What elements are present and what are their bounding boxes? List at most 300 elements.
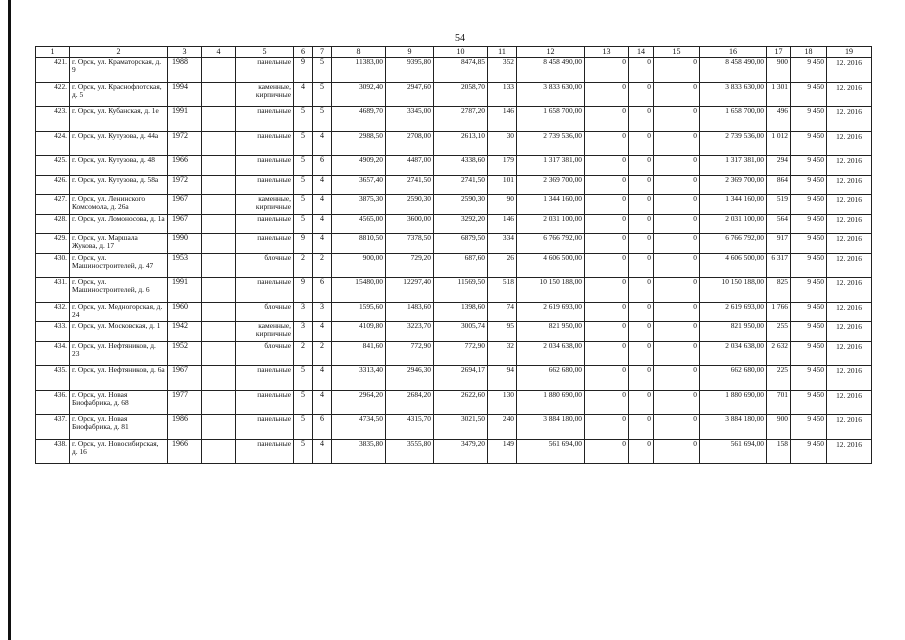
cell-total-cost: 2 031 100,00 xyxy=(517,214,585,234)
column-header-15: 15 xyxy=(654,47,700,58)
cell-max-cost: 9 450 xyxy=(791,439,827,464)
cell-col-4 xyxy=(202,253,236,278)
cell-entrances: 4 xyxy=(313,390,332,415)
cell-completion-period: 12. 2016 xyxy=(827,322,872,342)
column-header-2: 2 xyxy=(70,47,168,58)
cell-cost-per-m2: 917 xyxy=(767,234,791,254)
cell-wall-material: каменные, кирпичные xyxy=(236,322,294,342)
cell-wall-material: блочные xyxy=(236,253,294,278)
cell-col-13: 0 xyxy=(585,253,629,278)
table-row xyxy=(36,156,872,176)
cell-wall-material: панельные xyxy=(236,366,294,391)
cell-row-number: 421. xyxy=(36,58,70,83)
cell-total-area: 3875,30 xyxy=(332,195,386,215)
cell-living-area: 1483,60 xyxy=(386,302,434,322)
cell-floors: 4 xyxy=(294,82,313,107)
cell-total-area: 4109,80 xyxy=(332,322,386,342)
cell-completion-period: 12. 2016 xyxy=(827,214,872,234)
cell-col-13: 0 xyxy=(585,131,629,156)
cell-cost-per-m2: 255 xyxy=(767,322,791,342)
cell-residents: 518 xyxy=(488,278,517,303)
cell-col-4 xyxy=(202,58,236,83)
cell-wall-material: панельные xyxy=(236,214,294,234)
cell-max-cost: 9 450 xyxy=(791,131,827,156)
cell-residential-area: 2590,30 xyxy=(434,195,488,215)
cell-col-14: 0 xyxy=(629,302,654,322)
cell-row-number: 430. xyxy=(36,253,70,278)
cell-entrances: 4 xyxy=(313,322,332,342)
cell-living-area: 2684,20 xyxy=(386,390,434,415)
cell-col-14: 0 xyxy=(629,366,654,391)
cell-total-cost: 4 606 500,00 xyxy=(517,253,585,278)
cell-construction-year: 1972 xyxy=(168,175,202,195)
cell-total-area: 1595,60 xyxy=(332,302,386,322)
cell-col-4 xyxy=(202,214,236,234)
cell-address: г. Орск, ул. Ленинского Комсомола, д. 26а xyxy=(70,195,168,215)
cell-wall-material: панельные xyxy=(236,131,294,156)
cell-residential-area: 8474,85 xyxy=(434,58,488,83)
cell-row-number: 433. xyxy=(36,322,70,342)
cell-col-4 xyxy=(202,175,236,195)
cell-floors: 5 xyxy=(294,366,313,391)
cell-row-number: 429. xyxy=(36,234,70,254)
cell-total-area: 4689,70 xyxy=(332,107,386,132)
cell-living-area: 3345,00 xyxy=(386,107,434,132)
cell-address: г. Орск, ул. Нефтяников, д. 23 xyxy=(70,341,168,366)
cell-completion-period: 12. 2016 xyxy=(827,131,872,156)
cell-col-4 xyxy=(202,341,236,366)
cell-max-cost: 9 450 xyxy=(791,253,827,278)
cell-wall-material: панельные xyxy=(236,107,294,132)
cell-total-area: 4565,00 xyxy=(332,214,386,234)
cell-fund-cost: 2 619 693,00 xyxy=(700,302,767,322)
cell-col-13: 0 xyxy=(585,214,629,234)
cell-max-cost: 9 450 xyxy=(791,278,827,303)
cell-fund-cost: 2 739 536,00 xyxy=(700,131,767,156)
cell-residential-area: 11569,50 xyxy=(434,278,488,303)
cell-residents: 30 xyxy=(488,131,517,156)
cell-row-number: 423. xyxy=(36,107,70,132)
cell-residents: 32 xyxy=(488,341,517,366)
cell-max-cost: 9 450 xyxy=(791,107,827,132)
cell-address: г. Орск, ул. Новая Биофабрика, д. 81 xyxy=(70,415,168,440)
cell-construction-year: 1994 xyxy=(168,82,202,107)
cell-col-4 xyxy=(202,322,236,342)
cell-fund-cost: 1 880 690,00 xyxy=(700,390,767,415)
cell-completion-period: 12. 2016 xyxy=(827,278,872,303)
cell-fund-cost: 561 694,00 xyxy=(700,439,767,464)
cell-construction-year: 1942 xyxy=(168,322,202,342)
cell-floors: 5 xyxy=(294,415,313,440)
cell-col-14: 0 xyxy=(629,156,654,176)
cell-col-13: 0 xyxy=(585,234,629,254)
cell-cost-per-m2: 1 301 xyxy=(767,82,791,107)
cell-address: г. Орск, ул. Машиностроителей, д. 6 xyxy=(70,278,168,303)
cell-completion-period: 12. 2016 xyxy=(827,390,872,415)
table-row xyxy=(36,234,872,254)
table-row xyxy=(36,390,872,415)
cell-living-area: 9395,80 xyxy=(386,58,434,83)
cell-residential-area: 3021,50 xyxy=(434,415,488,440)
cell-total-cost: 2 619 693,00 xyxy=(517,302,585,322)
cell-construction-year: 1952 xyxy=(168,341,202,366)
cell-construction-year: 1953 xyxy=(168,253,202,278)
cell-col-15: 0 xyxy=(654,58,700,83)
cell-cost-per-m2: 6 317 xyxy=(767,253,791,278)
cell-cost-per-m2: 1 766 xyxy=(767,302,791,322)
cell-fund-cost: 1 658 700,00 xyxy=(700,107,767,132)
cell-residential-area: 3292,20 xyxy=(434,214,488,234)
cell-completion-period: 12. 2016 xyxy=(827,107,872,132)
cell-row-number: 437. xyxy=(36,415,70,440)
cell-residential-area: 4338,60 xyxy=(434,156,488,176)
cell-floors: 3 xyxy=(294,302,313,322)
cell-floors: 5 xyxy=(294,195,313,215)
cell-residential-area: 2622,60 xyxy=(434,390,488,415)
cell-row-number: 434. xyxy=(36,341,70,366)
cell-col-14: 0 xyxy=(629,341,654,366)
cell-floors: 5 xyxy=(294,156,313,176)
cell-total-cost: 1 317 381,00 xyxy=(517,156,585,176)
cell-col-4 xyxy=(202,234,236,254)
cell-residential-area: 2058,70 xyxy=(434,82,488,107)
table-header-row xyxy=(36,47,872,58)
cell-entrances: 6 xyxy=(313,415,332,440)
cell-entrances: 2 xyxy=(313,253,332,278)
cell-cost-per-m2: 225 xyxy=(767,366,791,391)
cell-wall-material: панельные xyxy=(236,439,294,464)
cell-col-14: 0 xyxy=(629,131,654,156)
cell-residents: 130 xyxy=(488,390,517,415)
cell-col-15: 0 xyxy=(654,341,700,366)
cell-col-13: 0 xyxy=(585,439,629,464)
cell-entrances: 4 xyxy=(313,214,332,234)
cell-entrances: 5 xyxy=(313,58,332,83)
cell-construction-year: 1986 xyxy=(168,415,202,440)
cell-total-area: 3092,40 xyxy=(332,82,386,107)
cell-completion-period: 12. 2016 xyxy=(827,415,872,440)
cell-floors: 9 xyxy=(294,278,313,303)
cell-col-4 xyxy=(202,390,236,415)
cell-fund-cost: 3 884 180,00 xyxy=(700,415,767,440)
cell-construction-year: 1988 xyxy=(168,58,202,83)
cell-residential-area: 2787,20 xyxy=(434,107,488,132)
cell-wall-material: панельные xyxy=(236,390,294,415)
table-row xyxy=(36,82,872,107)
cell-residential-area: 1398,60 xyxy=(434,302,488,322)
cell-col-14: 0 xyxy=(629,390,654,415)
cell-floors: 5 xyxy=(294,107,313,132)
cell-cost-per-m2: 900 xyxy=(767,415,791,440)
cell-living-area: 2947,60 xyxy=(386,82,434,107)
cell-entrances: 2 xyxy=(313,341,332,366)
cell-cost-per-m2: 864 xyxy=(767,175,791,195)
cell-address: г. Орск, ул. Машиностроителей, д. 47 xyxy=(70,253,168,278)
cell-total-area: 3313,40 xyxy=(332,366,386,391)
cell-address: г. Орск, ул. Новосибирская, д. 16 xyxy=(70,439,168,464)
cell-col-14: 0 xyxy=(629,322,654,342)
cell-col-4 xyxy=(202,415,236,440)
cell-col-13: 0 xyxy=(585,195,629,215)
cell-residential-area: 2694,17 xyxy=(434,366,488,391)
cell-max-cost: 9 450 xyxy=(791,58,827,83)
table-row xyxy=(36,253,872,278)
cell-col-15: 0 xyxy=(654,390,700,415)
cell-entrances: 4 xyxy=(313,366,332,391)
cell-floors: 5 xyxy=(294,175,313,195)
cell-col-15: 0 xyxy=(654,82,700,107)
cell-construction-year: 1960 xyxy=(168,302,202,322)
cell-residents: 133 xyxy=(488,82,517,107)
cell-col-15: 0 xyxy=(654,322,700,342)
cell-col-15: 0 xyxy=(654,253,700,278)
cell-address: г. Орск, ул. Кутузова, д. 58а xyxy=(70,175,168,195)
cell-cost-per-m2: 564 xyxy=(767,214,791,234)
cell-cost-per-m2: 1 012 xyxy=(767,131,791,156)
cell-total-cost: 2 034 638,00 xyxy=(517,341,585,366)
cell-col-15: 0 xyxy=(654,366,700,391)
column-header-11: 11 xyxy=(488,47,517,58)
cell-residents: 101 xyxy=(488,175,517,195)
cell-completion-period: 12. 2016 xyxy=(827,253,872,278)
cell-living-area: 772,90 xyxy=(386,341,434,366)
cell-fund-cost: 3 833 630,00 xyxy=(700,82,767,107)
cell-residential-area: 3479,20 xyxy=(434,439,488,464)
cell-address: г. Орск, ул. Новая Биофабрика, д. 68 xyxy=(70,390,168,415)
cell-living-area: 3600,00 xyxy=(386,214,434,234)
page-number: 54 xyxy=(455,33,465,44)
cell-wall-material: панельные xyxy=(236,156,294,176)
cell-cost-per-m2: 496 xyxy=(767,107,791,132)
cell-residential-area: 2613,10 xyxy=(434,131,488,156)
cell-floors: 2 xyxy=(294,253,313,278)
cell-living-area: 4315,70 xyxy=(386,415,434,440)
cell-cost-per-m2: 701 xyxy=(767,390,791,415)
cell-total-area: 4909,20 xyxy=(332,156,386,176)
cell-row-number: 422. xyxy=(36,82,70,107)
table-row xyxy=(36,214,872,234)
cell-completion-period: 12. 2016 xyxy=(827,341,872,366)
cell-floors: 5 xyxy=(294,131,313,156)
table-row xyxy=(36,58,872,83)
cell-row-number: 427. xyxy=(36,195,70,215)
table-row xyxy=(36,415,872,440)
cell-residents: 26 xyxy=(488,253,517,278)
table-row xyxy=(36,302,872,322)
cell-col-4 xyxy=(202,195,236,215)
cell-col-13: 0 xyxy=(585,322,629,342)
cell-floors: 3 xyxy=(294,322,313,342)
cell-col-14: 0 xyxy=(629,214,654,234)
table-row xyxy=(36,366,872,391)
cell-address: г. Орск, ул. Краснофлотская, д. 5 xyxy=(70,82,168,107)
table-row xyxy=(36,175,872,195)
cell-completion-period: 12. 2016 xyxy=(827,195,872,215)
cell-col-15: 0 xyxy=(654,214,700,234)
cell-fund-cost: 4 606 500,00 xyxy=(700,253,767,278)
cell-construction-year: 1990 xyxy=(168,234,202,254)
cell-total-area: 4734,50 xyxy=(332,415,386,440)
cell-col-15: 0 xyxy=(654,156,700,176)
cell-total-area: 15480,00 xyxy=(332,278,386,303)
cell-max-cost: 9 450 xyxy=(791,195,827,215)
cell-col-14: 0 xyxy=(629,278,654,303)
cell-total-area: 2988,50 xyxy=(332,131,386,156)
cell-residents: 146 xyxy=(488,214,517,234)
cell-fund-cost: 821 950,00 xyxy=(700,322,767,342)
column-header-16: 16 xyxy=(700,47,767,58)
cell-total-area: 841,60 xyxy=(332,341,386,366)
cell-col-4 xyxy=(202,156,236,176)
table-row xyxy=(36,107,872,132)
cell-residential-area: 6879,50 xyxy=(434,234,488,254)
cell-residential-area: 2741,50 xyxy=(434,175,488,195)
cell-total-cost: 2 369 700,00 xyxy=(517,175,585,195)
cell-entrances: 6 xyxy=(313,278,332,303)
cell-completion-period: 12. 2016 xyxy=(827,82,872,107)
cell-col-14: 0 xyxy=(629,82,654,107)
cell-cost-per-m2: 825 xyxy=(767,278,791,303)
cell-residents: 90 xyxy=(488,195,517,215)
cell-col-13: 0 xyxy=(585,415,629,440)
cell-entrances: 5 xyxy=(313,82,332,107)
cell-col-4 xyxy=(202,278,236,303)
cell-floors: 2 xyxy=(294,341,313,366)
cell-total-cost: 1 658 700,00 xyxy=(517,107,585,132)
cell-residents: 146 xyxy=(488,107,517,132)
cell-col-14: 0 xyxy=(629,253,654,278)
cell-total-area: 11383,00 xyxy=(332,58,386,83)
cell-max-cost: 9 450 xyxy=(791,341,827,366)
cell-address: г. Орск, ул. Краматорская, д. 9 xyxy=(70,58,168,83)
cell-floors: 5 xyxy=(294,214,313,234)
cell-col-15: 0 xyxy=(654,234,700,254)
register-table xyxy=(35,46,872,464)
cell-residential-area: 772,90 xyxy=(434,341,488,366)
cell-floors: 5 xyxy=(294,390,313,415)
cell-col-15: 0 xyxy=(654,302,700,322)
cell-living-area: 2590,30 xyxy=(386,195,434,215)
cell-wall-material: панельные xyxy=(236,415,294,440)
cell-total-area: 3835,80 xyxy=(332,439,386,464)
cell-row-number: 424. xyxy=(36,131,70,156)
cell-living-area: 2946,30 xyxy=(386,366,434,391)
cell-wall-material: блочные xyxy=(236,302,294,322)
table-row xyxy=(36,341,872,366)
cell-completion-period: 12. 2016 xyxy=(827,156,872,176)
cell-col-4 xyxy=(202,366,236,391)
cell-total-area: 2964,20 xyxy=(332,390,386,415)
table-row xyxy=(36,131,872,156)
cell-residents: 94 xyxy=(488,366,517,391)
cell-address: г. Орск, ул. Медногорская, д. 24 xyxy=(70,302,168,322)
cell-completion-period: 12. 2016 xyxy=(827,234,872,254)
cell-address: г. Орск, ул. Кубанская, д. 1е xyxy=(70,107,168,132)
cell-total-area: 8810,50 xyxy=(332,234,386,254)
cell-col-13: 0 xyxy=(585,341,629,366)
cell-row-number: 428. xyxy=(36,214,70,234)
cell-wall-material: панельные xyxy=(236,175,294,195)
cell-cost-per-m2: 294 xyxy=(767,156,791,176)
cell-col-14: 0 xyxy=(629,439,654,464)
cell-address: г. Орск, ул. Маршала Жукова, д. 17 xyxy=(70,234,168,254)
cell-row-number: 438. xyxy=(36,439,70,464)
cell-col-13: 0 xyxy=(585,390,629,415)
cell-col-14: 0 xyxy=(629,195,654,215)
table-row xyxy=(36,439,872,464)
cell-col-13: 0 xyxy=(585,278,629,303)
column-header-8: 8 xyxy=(332,47,386,58)
cell-wall-material: блочные xyxy=(236,341,294,366)
cell-entrances: 4 xyxy=(313,234,332,254)
cell-wall-material: каменные, кирпичные xyxy=(236,82,294,107)
cell-col-15: 0 xyxy=(654,175,700,195)
column-header-6: 6 xyxy=(294,47,313,58)
cell-entrances: 3 xyxy=(313,302,332,322)
cell-wall-material: панельные xyxy=(236,278,294,303)
cell-total-cost: 1 344 160,00 xyxy=(517,195,585,215)
cell-address: г. Орск, ул. Московская, д. 1 xyxy=(70,322,168,342)
cell-total-cost: 2 739 536,00 xyxy=(517,131,585,156)
cell-row-number: 426. xyxy=(36,175,70,195)
cell-residential-area: 687,60 xyxy=(434,253,488,278)
cell-col-4 xyxy=(202,439,236,464)
cell-total-area: 3657,40 xyxy=(332,175,386,195)
column-header-19: 19 xyxy=(827,47,872,58)
cell-col-14: 0 xyxy=(629,234,654,254)
cell-living-area: 3223,70 xyxy=(386,322,434,342)
cell-total-cost: 6 766 792,00 xyxy=(517,234,585,254)
cell-wall-material: каменные, кирпичные xyxy=(236,195,294,215)
cell-construction-year: 1972 xyxy=(168,131,202,156)
column-header-13: 13 xyxy=(585,47,629,58)
column-header-3: 3 xyxy=(168,47,202,58)
cell-residents: 334 xyxy=(488,234,517,254)
cell-entrances: 6 xyxy=(313,156,332,176)
cell-col-14: 0 xyxy=(629,107,654,132)
cell-max-cost: 9 450 xyxy=(791,390,827,415)
cell-cost-per-m2: 2 632 xyxy=(767,341,791,366)
cell-residents: 240 xyxy=(488,415,517,440)
cell-construction-year: 1967 xyxy=(168,214,202,234)
cell-fund-cost: 6 766 792,00 xyxy=(700,234,767,254)
column-header-14: 14 xyxy=(629,47,654,58)
cell-fund-cost: 2 369 700,00 xyxy=(700,175,767,195)
cell-col-13: 0 xyxy=(585,156,629,176)
column-header-9: 9 xyxy=(386,47,434,58)
cell-entrances: 4 xyxy=(313,195,332,215)
cell-total-cost: 1 880 690,00 xyxy=(517,390,585,415)
cell-living-area: 12297,40 xyxy=(386,278,434,303)
cell-row-number: 431. xyxy=(36,278,70,303)
cell-residents: 95 xyxy=(488,322,517,342)
cell-max-cost: 9 450 xyxy=(791,82,827,107)
cell-fund-cost: 1 317 381,00 xyxy=(700,156,767,176)
column-header-17: 17 xyxy=(767,47,791,58)
cell-entrances: 4 xyxy=(313,439,332,464)
cell-max-cost: 9 450 xyxy=(791,415,827,440)
cell-col-13: 0 xyxy=(585,82,629,107)
cell-entrances: 5 xyxy=(313,107,332,132)
cell-total-cost: 561 694,00 xyxy=(517,439,585,464)
cell-address: г. Орск, ул. Кутузова, д. 44а xyxy=(70,131,168,156)
cell-completion-period: 12. 2016 xyxy=(827,439,872,464)
cell-cost-per-m2: 900 xyxy=(767,58,791,83)
cell-max-cost: 9 450 xyxy=(791,214,827,234)
cell-entrances: 4 xyxy=(313,175,332,195)
cell-col-4 xyxy=(202,82,236,107)
cell-total-cost: 662 680,00 xyxy=(517,366,585,391)
